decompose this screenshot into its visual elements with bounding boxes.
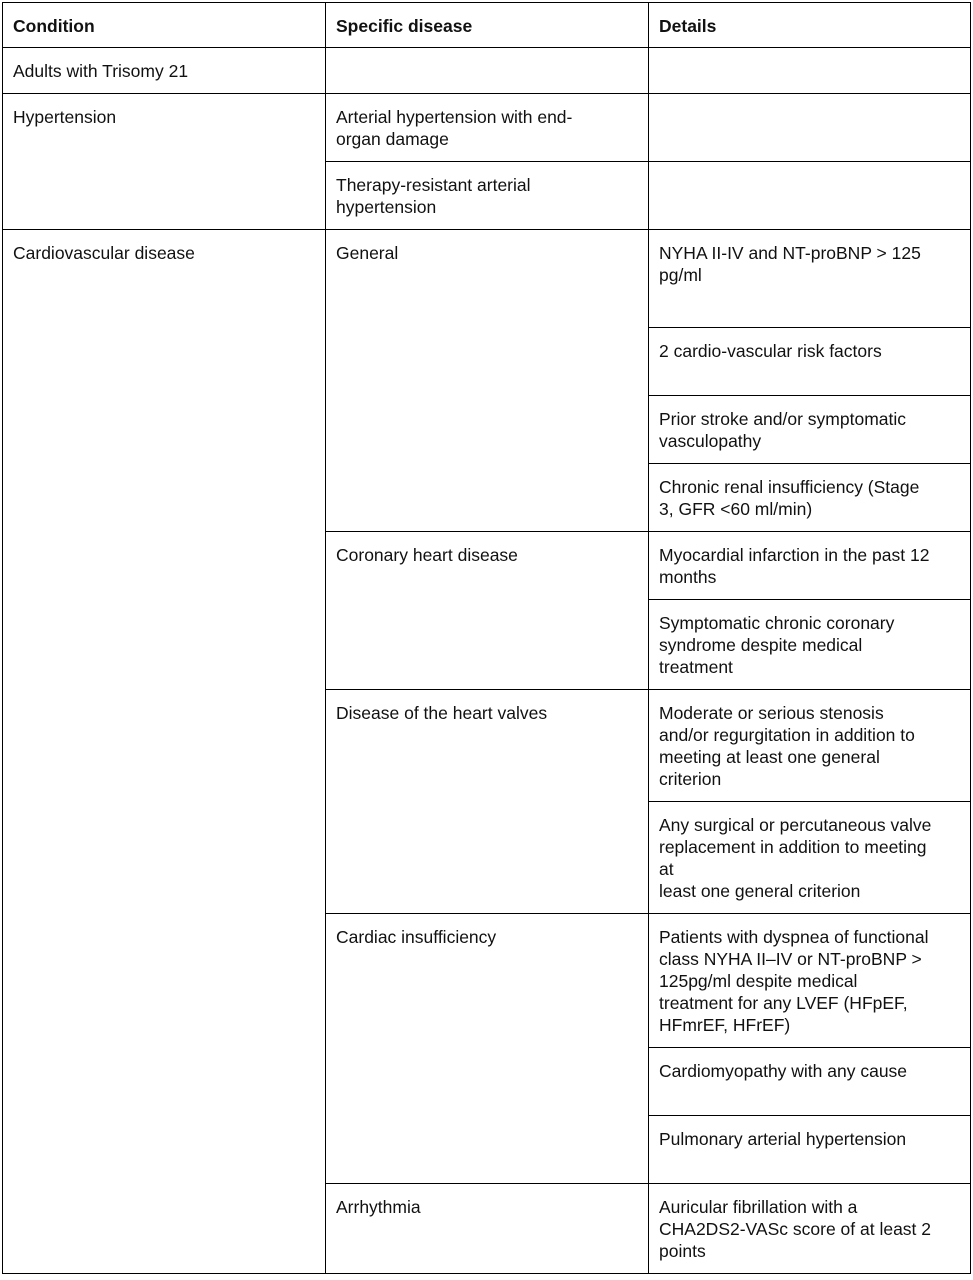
empty-cell: [649, 94, 971, 162]
disease-cell: Disease of the heart valves: [326, 690, 649, 914]
condition-cell: Adults with Trisomy 21: [3, 48, 326, 94]
disease-cell: Therapy-resistant arterial hypertension: [326, 162, 649, 230]
detail-cell: Patients with dyspnea of functional class NYHA II–IV or NT-proBNP > 125pg/ml despite medical treatment for any LVEF (HFpEF, HFmrEF, HFrEF): [649, 914, 971, 1048]
header-condition: Condition: [3, 3, 326, 48]
disease-cell: Arrhythmia: [326, 1184, 649, 1274]
empty-cell: [649, 48, 971, 94]
condition-cell: Hypertension: [3, 94, 326, 230]
disease-cell: General: [326, 230, 649, 532]
detail-cell: Myocardial infarction in the past 12 months: [649, 532, 971, 600]
header-details: Details: [649, 3, 971, 48]
risk-conditions-table: [2, 2, 971, 1274]
disease-cell: Coronary heart disease: [326, 532, 649, 690]
table-row: [3, 230, 971, 328]
condition-cell: Cardiovascular disease: [3, 230, 326, 1274]
disease-cell: Arterial hypertension with end- organ damage: [326, 94, 649, 162]
detail-cell: Symptomatic chronic coronary syndrome despite medical treatment: [649, 600, 971, 690]
table-row: [3, 94, 971, 162]
detail-cell: Pulmonary arterial hypertension: [649, 1116, 971, 1184]
table-row: [3, 48, 971, 94]
detail-cell: Auricular fibrillation with a CHA2DS2-VASc score of at least 2 points: [649, 1184, 971, 1274]
detail-cell: Cardiomyopathy with any cause: [649, 1048, 971, 1116]
table-header-row: [3, 3, 971, 48]
disease-cell: Cardiac insufficiency: [326, 914, 649, 1184]
header-specific-disease: Specific disease: [326, 3, 649, 48]
detail-cell: Prior stroke and/or symptomatic vasculopathy: [649, 396, 971, 464]
empty-cell: [326, 48, 649, 94]
detail-cell: NYHA II-IV and NT-proBNP > 125 pg/ml: [649, 230, 971, 328]
detail-cell: Chronic renal insufficiency (Stage 3, GFR <60 ml/min): [649, 464, 971, 532]
detail-cell: Moderate or serious stenosis and/or regurgitation in addition to meeting at least one general criterion: [649, 690, 971, 802]
empty-cell: [649, 162, 971, 230]
detail-cell: Any surgical or percutaneous valve replacement in addition to meeting at least one general criterion: [649, 802, 971, 914]
detail-cell: 2 cardio-vascular risk factors: [649, 328, 971, 396]
